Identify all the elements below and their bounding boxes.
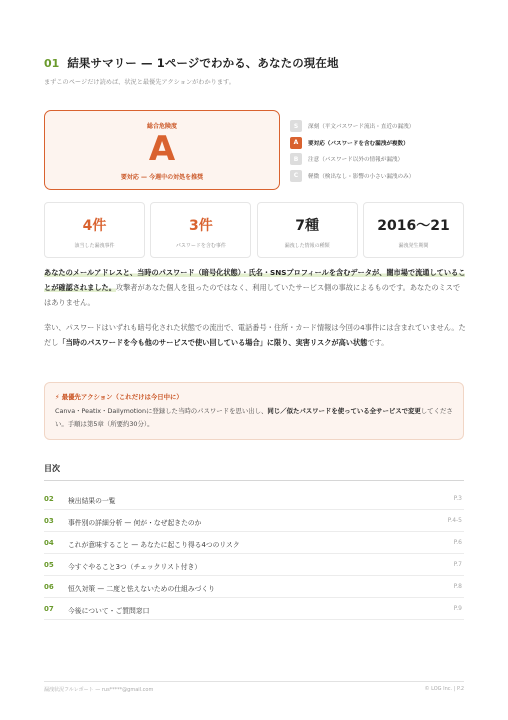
stat-value: 2016〜21 bbox=[377, 218, 450, 234]
toc-page: P.3 bbox=[453, 495, 462, 502]
stat-password-incidents bbox=[150, 202, 251, 258]
legend-item-c bbox=[290, 168, 480, 184]
toc-item[interactable] bbox=[44, 598, 464, 620]
section-number: 01 bbox=[44, 56, 60, 70]
action-text: Canva・Peatix・Dailymotionに登録した当時のパスワードを思い出し、 bbox=[55, 407, 268, 415]
toc-page: P.7 bbox=[453, 561, 462, 568]
stat-label: 漏洩発生期間 bbox=[398, 243, 429, 249]
summary-paragraph-1 bbox=[44, 265, 466, 310]
toc-title: 今後について・ご質問窓口 bbox=[68, 607, 150, 615]
toc-page: P.4-5 bbox=[447, 517, 462, 524]
toc-title: 恒久対策 — 二度と怯えないための仕組みづくり bbox=[68, 585, 215, 593]
priority-action-box bbox=[44, 382, 464, 440]
stat-period bbox=[363, 202, 464, 258]
toc-divider bbox=[44, 480, 464, 481]
stat-value: 7種 bbox=[295, 218, 320, 234]
stat-value: 4件 bbox=[82, 218, 107, 234]
risk-legend bbox=[290, 118, 480, 184]
legend-item-s bbox=[290, 118, 480, 134]
section-header bbox=[44, 55, 339, 71]
toc-item[interactable] bbox=[44, 510, 464, 532]
stats-row bbox=[44, 202, 464, 258]
action-emphasis: 同じ／似たパスワードを使っている全サービスで変更 bbox=[267, 407, 421, 415]
summary-emphasis: 「当時のパスワードを今も他のサービスで使い回している場合」に限り、実害リスクが高い状態 bbox=[58, 338, 368, 347]
toc-number: 07 bbox=[44, 605, 54, 613]
legend-badge: A bbox=[290, 137, 302, 149]
risk-label: 総合危険度 bbox=[146, 123, 177, 130]
legend-badge: C bbox=[290, 170, 302, 182]
priority-action-title: ⚡ 最優先アクション（これだけは今日中に） bbox=[55, 393, 183, 401]
summary-text: 攻撃者があなた個人を狙ったのではなく、利用していたサービス側の事故によるものです。あなたのミスではありません。 bbox=[44, 283, 461, 307]
stat-label: 該当した漏洩事件 bbox=[74, 243, 115, 249]
page-title: 結果サマリー — 1ページでわかる、あなたの現在地 bbox=[67, 56, 339, 70]
stat-value: 3件 bbox=[188, 218, 213, 234]
toc-page: P.8 bbox=[453, 583, 462, 590]
toc-title: これが意味すること — あなたに起こり得る4つのリスク bbox=[68, 541, 240, 549]
legend-text: 要対応（パスワードを含む漏洩が複数） bbox=[308, 140, 409, 147]
toc-item[interactable] bbox=[44, 532, 464, 554]
risk-action: 要対応 — 今週中の対処を推奨 bbox=[120, 174, 204, 181]
stat-incidents bbox=[44, 202, 145, 258]
legend-text: 深刻（平文パスワード流出・直近の漏洩） bbox=[308, 124, 415, 130]
risk-grade: A bbox=[148, 129, 176, 169]
toc-number: 03 bbox=[44, 517, 54, 525]
toc-number: 02 bbox=[44, 495, 54, 503]
summary-paragraph-2 bbox=[44, 320, 466, 350]
toc-title: 検出結果の一覧 bbox=[68, 497, 116, 505]
toc-number: 05 bbox=[44, 561, 54, 569]
table-of-contents bbox=[44, 488, 464, 620]
summary-text: 幸い、パスワードはいずれも暗号化された状態での流出で、電話番号・住所・カード情報は今回の4事件には含まれていません。ただし bbox=[44, 323, 466, 347]
footer-report-name: 漏洩状況フルレポート — rus*****@gmail.com bbox=[44, 687, 154, 693]
stat-label: パスワードを含む事件 bbox=[175, 243, 226, 249]
toc-page: P.9 bbox=[453, 605, 462, 612]
priority-action-body bbox=[55, 405, 453, 431]
legend-badge: B bbox=[290, 153, 302, 165]
overall-risk-card bbox=[44, 110, 280, 190]
toc-page: P.6 bbox=[453, 539, 462, 546]
summary-text: です。 bbox=[367, 338, 389, 347]
toc-item[interactable] bbox=[44, 488, 464, 510]
legend-text: 軽微（検出なし・影響の小さい漏洩のみ） bbox=[308, 173, 415, 180]
page-subtitle: まずこのページだけ読めば、状況と最優先アクションがわかります。 bbox=[44, 79, 235, 86]
toc-item[interactable] bbox=[44, 554, 464, 576]
footer-page-info: © LOG Inc. | P.2 bbox=[424, 686, 464, 692]
legend-item-a bbox=[290, 135, 480, 151]
toc-item[interactable] bbox=[44, 576, 464, 598]
toc-title: 今すぐやること3つ（チェックリスト付き） bbox=[68, 563, 202, 571]
stat-data-types bbox=[257, 202, 358, 258]
toc-number: 04 bbox=[44, 539, 54, 547]
action-text: してください。手順は第5章（所要約30分）。 bbox=[55, 407, 453, 428]
stat-label: 漏洩した情報の種類 bbox=[284, 243, 330, 249]
legend-badge: S bbox=[290, 120, 302, 132]
legend-item-b bbox=[290, 151, 480, 167]
legend-text: 注意（パスワード以外の情報が漏洩） bbox=[308, 157, 404, 164]
footer-divider bbox=[44, 681, 464, 682]
toc-heading: 目次 bbox=[44, 464, 60, 473]
toc-title: 事件別の詳細分析 — 何が・なぜ起きたのか bbox=[68, 519, 202, 527]
summary-highlight: あなたのメールアドレスと、当時のパスワード（暗号化状態）・氏名・SNSプロフィールを含むデータが、闇市場で流通していることが確認されました。 bbox=[44, 268, 466, 292]
toc-number: 06 bbox=[44, 583, 54, 591]
